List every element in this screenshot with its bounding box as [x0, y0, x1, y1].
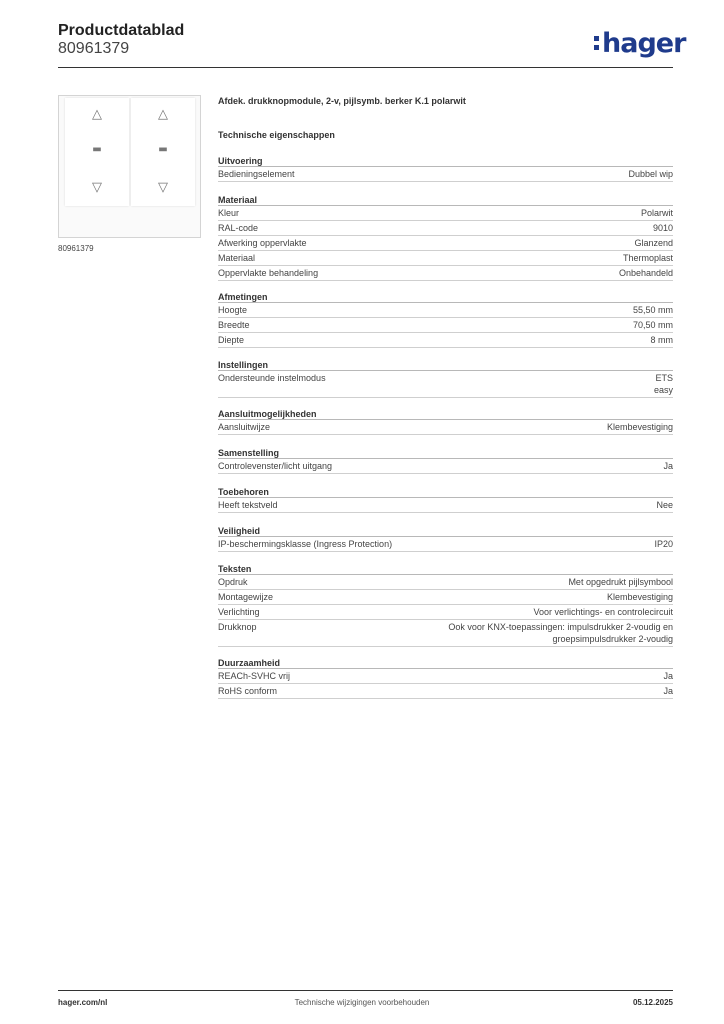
arrow-down-icon: ▽	[158, 180, 168, 195]
spec-value-line: Dubbel wip	[628, 169, 673, 179]
spec-row	[218, 221, 673, 236]
section-title: Materiaal	[218, 194, 673, 206]
section-title: Uitvoering	[218, 155, 673, 167]
spec-value-line: Ja	[663, 671, 673, 681]
section-title: Samenstelling	[218, 447, 673, 459]
spec-section	[218, 408, 673, 435]
spec-value	[663, 460, 673, 472]
spec-label: Diepte	[218, 335, 245, 345]
spec-value	[619, 267, 673, 279]
spec-label: Montagewijze	[218, 592, 274, 602]
header-divider	[58, 67, 673, 68]
spec-section	[218, 447, 673, 474]
spec-value	[623, 252, 673, 264]
spec-value-line: easy	[653, 385, 673, 395]
spec-row	[218, 684, 673, 699]
spec-row	[218, 333, 673, 348]
spec-value	[654, 538, 673, 550]
spec-value	[634, 237, 673, 249]
spec-value-line: Polarwit	[640, 208, 673, 218]
spec-row	[218, 537, 673, 552]
spec-row	[218, 669, 673, 684]
spec-value	[641, 207, 673, 219]
spec-value	[633, 304, 673, 316]
spec-value-line: IP20	[654, 539, 673, 549]
spec-value	[568, 576, 673, 588]
product-image	[58, 95, 201, 238]
spec-row	[218, 266, 673, 281]
arrow-up-icon: △	[158, 107, 168, 122]
product-number: 80961379	[58, 40, 130, 57]
section-title: Instellingen	[218, 359, 673, 371]
section-title: Teksten	[218, 563, 673, 575]
spec-row	[218, 318, 673, 333]
spec-label: Ondersteunde instelmodus	[218, 373, 326, 383]
arrow-down-icon: ▽	[92, 180, 102, 195]
spec-row	[218, 371, 673, 398]
spec-section	[218, 657, 673, 699]
spec-label: Aansluitwijze	[218, 422, 271, 432]
spec-label: REACh-SVHC vrij	[218, 671, 291, 681]
spec-label: Oppervlakte behandeling	[218, 268, 319, 278]
footer-divider	[58, 990, 673, 991]
section-title: Toebehoren	[218, 486, 673, 498]
spec-value	[651, 334, 674, 346]
spec-section	[218, 563, 673, 647]
spec-label: Heeft tekstveld	[218, 500, 278, 510]
spec-row	[218, 620, 673, 647]
spec-value-line: 55,50 mm	[632, 305, 673, 315]
hager-logo	[594, 28, 685, 59]
spec-value	[653, 222, 673, 234]
spec-value-line: Onbehandeld	[618, 268, 673, 278]
spec-row	[218, 420, 673, 435]
spec-row	[218, 206, 673, 221]
spec-value-line: ETS	[655, 373, 673, 383]
spec-value-line: Voor verlichtings- en controlecircuit	[533, 607, 673, 617]
dash-icon: ▬	[92, 144, 102, 155]
spec-label: RoHS conform	[218, 686, 278, 696]
spec-label: IP-beschermingsklasse (Ingress Protection)	[218, 539, 393, 549]
spec-value	[654, 372, 673, 396]
spec-label: Kleur	[218, 208, 240, 218]
spec-section	[218, 194, 673, 281]
logo-mark-icon	[594, 36, 600, 50]
spec-value-line: Nee	[656, 500, 673, 510]
spec-value-line: Met opgedrukt pijlsymbool	[568, 577, 673, 587]
footer-website: hager.com/nl	[58, 998, 108, 1007]
spec-row	[218, 575, 673, 590]
spec-value	[663, 685, 673, 697]
spec-value	[607, 591, 673, 603]
spec-section	[218, 155, 673, 182]
spec-heading: Technische eigenschappen	[218, 130, 335, 140]
spec-row	[218, 498, 673, 513]
spec-value-line: Ja	[663, 686, 673, 696]
spec-label: Afwerking oppervlakte	[218, 238, 307, 248]
spec-value	[663, 670, 673, 682]
spec-row	[218, 459, 673, 474]
spec-value	[448, 621, 673, 645]
section-title: Afmetingen	[218, 291, 673, 303]
section-title: Veiligheid	[218, 525, 673, 537]
footer-date: 05.12.2025	[632, 998, 673, 1007]
spec-value-line: Glanzend	[634, 238, 673, 248]
spec-value-line: 8 mm	[650, 335, 673, 345]
spec-label: Bedieningselement	[218, 169, 295, 179]
spec-row	[218, 236, 673, 251]
spec-value-line: Klembevestiging	[606, 422, 673, 432]
spec-section	[218, 525, 673, 552]
spec-label: RAL-code	[218, 223, 259, 233]
spec-value	[607, 421, 673, 433]
spec-value	[633, 319, 673, 331]
dash-icon: ▬	[158, 144, 168, 155]
spec-row	[218, 590, 673, 605]
spec-value	[533, 606, 673, 618]
spec-label: Hoogte	[218, 305, 248, 315]
spec-section	[218, 359, 673, 398]
section-title: Aansluitmogelijkheden	[218, 408, 673, 420]
logo-text: hager	[602, 28, 686, 59]
spec-row	[218, 167, 673, 182]
rocker-right	[131, 98, 195, 206]
spec-section	[218, 486, 673, 513]
spec-value-line: Ook voor KNX-toepassingen: impulsdrukker 2-voudig en	[448, 622, 673, 632]
spec-value-line: 9010	[652, 223, 673, 233]
spec-label: Materiaal	[218, 253, 256, 263]
spec-label: Verlichting	[218, 607, 260, 617]
footer-disclaimer: Technische wijzigingen voorbehouden	[294, 998, 430, 1007]
spec-row	[218, 251, 673, 266]
spec-value-line: Ja	[663, 461, 673, 471]
arrow-up-icon: △	[92, 107, 102, 122]
spec-label: Opdruk	[218, 577, 248, 587]
spec-section	[218, 291, 673, 348]
rocker-left	[65, 98, 129, 206]
spec-value-line: Thermoplast	[622, 253, 673, 263]
spec-value-line: groepsimpulsdrukker 2-voudig	[552, 634, 673, 644]
spec-row	[218, 605, 673, 620]
spec-value-line: Klembevestiging	[606, 592, 673, 602]
spec-row	[218, 303, 673, 318]
spec-value	[656, 499, 673, 511]
spec-label: Breedte	[218, 320, 250, 330]
spec-label: Controlevenster/licht uitgang	[218, 461, 333, 471]
image-caption: 80961379	[58, 244, 94, 253]
spec-value-line: 70,50 mm	[632, 320, 673, 330]
spec-label: Drukknop	[218, 622, 257, 632]
product-name: Afdek. drukknopmodule, 2-v, pijlsymb. berker K.1 polarwit	[218, 96, 466, 106]
page-title: Productdatablad	[58, 22, 185, 39]
section-title: Duurzaamheid	[218, 657, 673, 669]
spec-value	[628, 168, 673, 180]
